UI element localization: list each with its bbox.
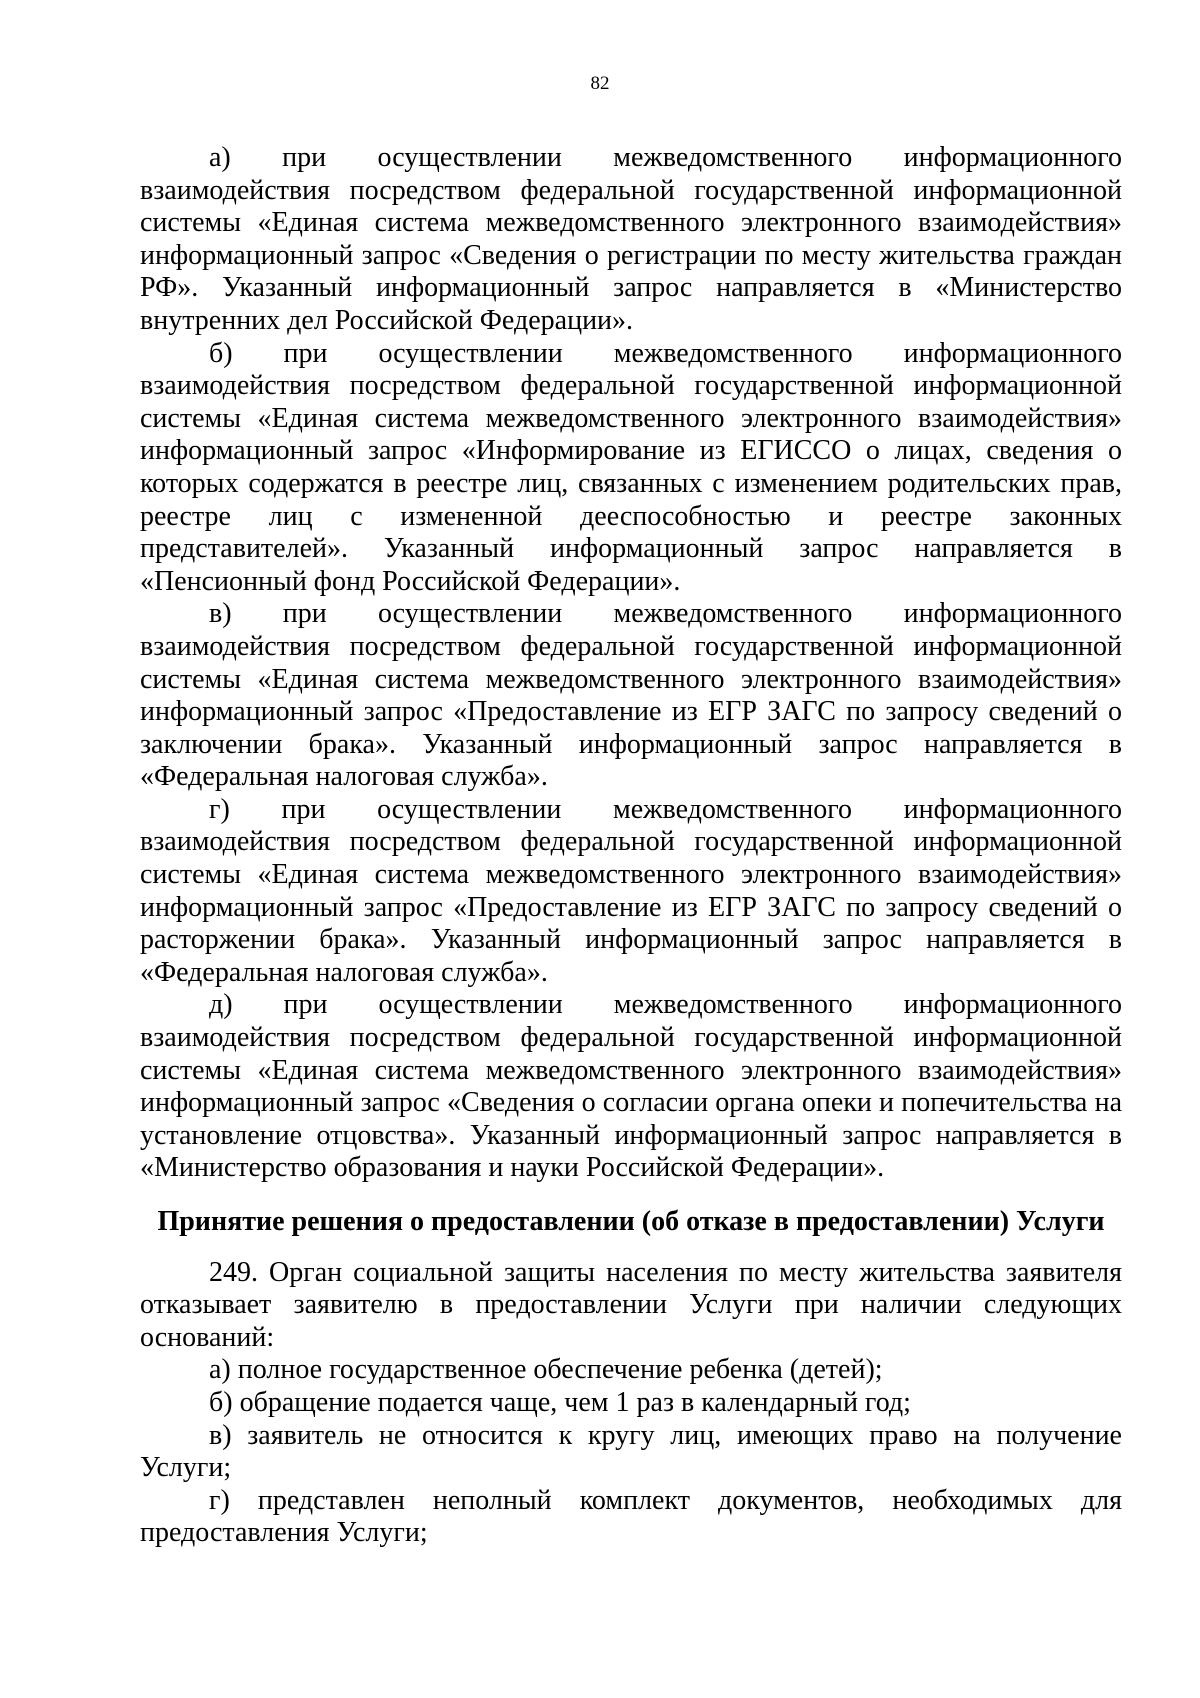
document-body bbox=[140, 142, 1122, 1550]
paragraph-item-g: г) при осуществлении межведомственного информационного взаимодействия посредством федеральной государственной информационной системы «Единая система межведомственного электронного взаимодействия» информационный запрос «Предоставление из ЕГР ЗАГС по запросу сведений о расторжении брака». Указанный информационный запрос направляется в «Федеральная налоговая служба». bbox=[140, 793, 1122, 988]
refusal-ground-v: в) заявитель не относится к кругу лиц, имеющих право на получение Услуги; bbox=[140, 1419, 1122, 1484]
refusal-ground-g: г) представлен неполный комплект документов, необходимых для предоставления Услуги; bbox=[140, 1484, 1122, 1549]
paragraph-item-b: б) при осуществлении межведомственного информационного взаимодействия посредством федеральной государственной информационной системы «Единая система межведомственного электронного взаимодействия» информационный запрос «Информирование из ЕГИССО о лицах, сведения о которых содержатся в реестре лиц, связанных с изменением родительских прав, реестре лиц с измененной дееспособностью и реестре законных представителей». Указанный информационный запрос направляется в «Пенсионный фонд Российской Федерации». bbox=[140, 337, 1122, 597]
refusal-ground-a: а) полное государственное обеспечение ребенка (детей); bbox=[209, 1354, 883, 1386]
refusal-ground-b: б) обращение подается чаще, чем 1 раз в календарный год; bbox=[209, 1386, 911, 1418]
paragraph-item-a: а) при осуществлении межведомственного информационного взаимодействия посредством федеральной государственной информационной системы «Единая система межведомственного электронного взаимодействия» информационный запрос «Сведения о регистрации по месту жительства граждан РФ». Указанный информационный запрос направляется в «Министерство внутренних дел Российской Федерации». bbox=[140, 142, 1122, 336]
page-number: 82 bbox=[590, 73, 610, 94]
paragraph-item-d: д) при осуществлении межведомственного информационного взаимодействия посредством федеральной государственной информационной системы «Единая система межведомственного электронного взаимодействия» информационный запрос «Сведения о согласии органа опеки и попечительства на установление отцовства». Указанный информационный запрос направляется в «Министерство образования и науки Российской Федерации». bbox=[140, 989, 1122, 1184]
section-heading: Принятие решения о предоставлении (об отказе в предоставлении) Услуги bbox=[157, 1206, 1105, 1237]
paragraph-249: 249. Орган социальной защиты населения по месту жительства заявителя отказывает заявителю в предоставлении Услуги при наличии следующих оснований: bbox=[140, 1256, 1122, 1353]
paragraph-item-v: в) при осуществлении межведомственного информационного взаимодействия посредством федеральной государственной информационной системы «Единая система межведомственного электронного взаимодействия» информационный запрос «Предоставление из ЕГР ЗАГС по запросу сведений о заключении брака». Указанный информационный запрос направляется в «Федеральная налоговая служба». bbox=[140, 598, 1122, 793]
